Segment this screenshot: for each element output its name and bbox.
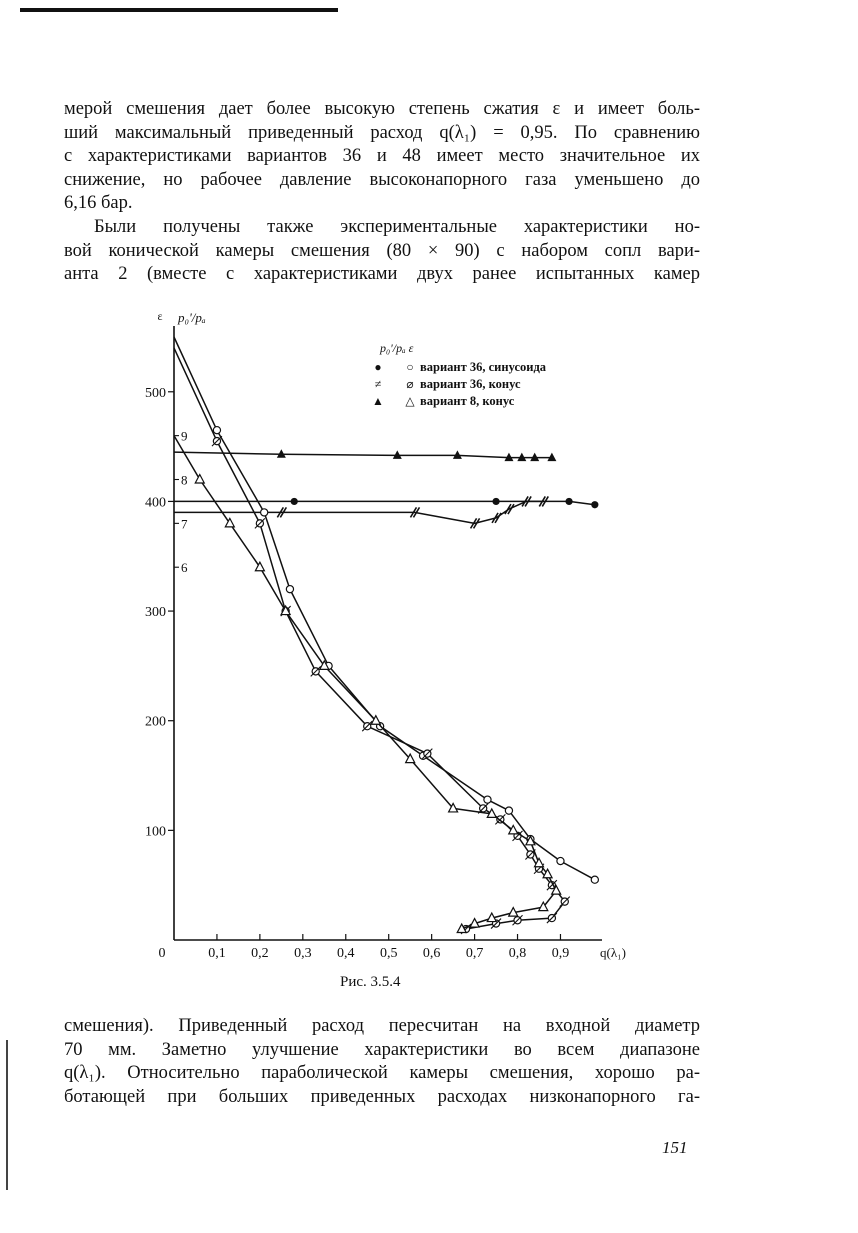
data-point	[505, 807, 512, 814]
point-dot	[557, 857, 564, 864]
data-point	[286, 586, 293, 593]
eps-tick-label: 9	[181, 428, 188, 444]
x-tick-label: 0,1	[208, 946, 226, 961]
x-tick-label: 0,4	[337, 946, 355, 961]
figure-caption: Рис. 3.5.4	[340, 974, 401, 990]
header-rule	[20, 8, 338, 12]
point-dot	[213, 427, 220, 434]
text-line: с характеристиками вариантов 36 и 48 имеет место значительное их	[64, 146, 700, 167]
data-point	[212, 436, 222, 446]
scan-margin-bar	[6, 1040, 8, 1190]
data-point	[530, 453, 539, 462]
point-dot	[591, 501, 598, 508]
point-dot	[591, 876, 598, 883]
paragraph-top	[64, 98, 700, 216]
characteristics-chart	[120, 300, 640, 972]
page-number: 151	[662, 1138, 688, 1157]
data-point	[565, 498, 572, 505]
paragraph-bottom	[64, 1015, 700, 1109]
point-dot	[484, 796, 491, 803]
data-point	[517, 453, 526, 462]
legend-marker: ≠	[374, 377, 382, 391]
data-point	[291, 498, 298, 505]
legend-marker: ●	[374, 360, 382, 374]
legend-marker: ⌀	[406, 377, 414, 391]
x-tick-label: 0,7	[465, 946, 484, 961]
point-dot	[530, 453, 539, 462]
eps-tick-label: 8	[181, 472, 188, 488]
point-dot	[492, 498, 499, 505]
data-point	[547, 453, 556, 462]
eps-tick-label: 7	[181, 516, 188, 532]
point-dot	[453, 450, 462, 459]
x-tick-label: 0,2	[251, 946, 269, 961]
legend-entry-label: вариант 8, конус	[420, 394, 515, 408]
point-dot	[195, 475, 204, 484]
point-dot	[286, 586, 293, 593]
y-tick-label: 400	[145, 495, 166, 511]
y-tick-label: 300	[145, 605, 166, 621]
point-dot	[565, 498, 572, 505]
x-tick-label: 0,6	[422, 946, 441, 961]
chart-legend	[372, 341, 547, 408]
data-point	[484, 796, 491, 803]
x-tick-label: 0,8	[508, 946, 527, 961]
point-dot	[547, 453, 556, 462]
eps-tick-label: 6	[181, 560, 188, 576]
point-dot	[261, 509, 268, 516]
data-point	[547, 913, 557, 923]
data-point	[591, 501, 598, 508]
legend-marker: ▲	[372, 394, 384, 408]
eps-axis-label: ε	[157, 309, 163, 323]
text-line: снижение, но рабочее давление высоконапорного газа уменьшено до	[64, 169, 700, 190]
data-point	[492, 498, 499, 505]
data-point	[557, 857, 564, 864]
origin-label: 0	[158, 946, 166, 961]
legend-header: p₀'/pₐ ε	[380, 341, 414, 355]
paragraph-middle	[64, 216, 700, 287]
legend-marker: △	[405, 394, 415, 408]
data-point	[213, 427, 220, 434]
y-tick-label: 100	[145, 824, 166, 840]
text-line: смешения). Приведенный расход пересчитан на входной диаметр	[64, 1016, 700, 1036]
data-point	[195, 475, 204, 484]
y-tick-label: 500	[145, 385, 166, 401]
text-line: мерой смешения дает более высокую степень сжатия ε и имеет боль-	[64, 99, 700, 119]
text-line: анта 2 (вместе с характеристиками двух ранее испытанных камер	[64, 264, 700, 285]
text-line: ботающей при больших приведенных расходах низконапорного га-	[64, 1086, 700, 1107]
chart-axes	[145, 309, 626, 961]
x-tick-label: 0,5	[379, 946, 398, 961]
text-line: 6,16 бар.	[64, 193, 133, 214]
y-axis-label: p₀'/pₐ	[178, 310, 206, 325]
text-line: 70 мм. Заметно улучшение характеристики во всем диапазоне	[64, 1039, 700, 1060]
data-point	[591, 876, 598, 883]
point-dot	[517, 453, 526, 462]
x-tick-label: 0,9	[551, 946, 570, 961]
legend-marker: ○	[406, 360, 414, 374]
data-point	[255, 518, 265, 528]
series-line	[174, 348, 565, 929]
series-line	[174, 436, 556, 929]
data-point	[261, 509, 268, 516]
data-point	[453, 450, 462, 459]
text-line: Были получены также экспериментальные характеристики но-	[94, 217, 700, 237]
text-line: вой конической камеры смешения (80 × 90) с набором сопл вари-	[64, 240, 700, 261]
x-tick-label: 0,3	[294, 946, 312, 961]
y-tick-label: 200	[145, 714, 166, 730]
legend-entry-label: вариант 36, конус	[420, 377, 521, 391]
text-line: ший максимальный приведенный расход q(λ₁) = 0,95. По сравнению	[64, 122, 700, 143]
point-dot	[291, 498, 298, 505]
x-axis-label: q(λ₁)	[600, 945, 626, 960]
data-point	[513, 915, 523, 925]
series-line	[174, 337, 595, 880]
chart-series	[174, 337, 598, 934]
text-line: q(λ₁). Относительно параболической камеры смешения, хорошо ра-	[64, 1063, 700, 1084]
point-dot	[505, 807, 512, 814]
legend-entry-label: вариант 36, синусоида	[420, 360, 547, 374]
